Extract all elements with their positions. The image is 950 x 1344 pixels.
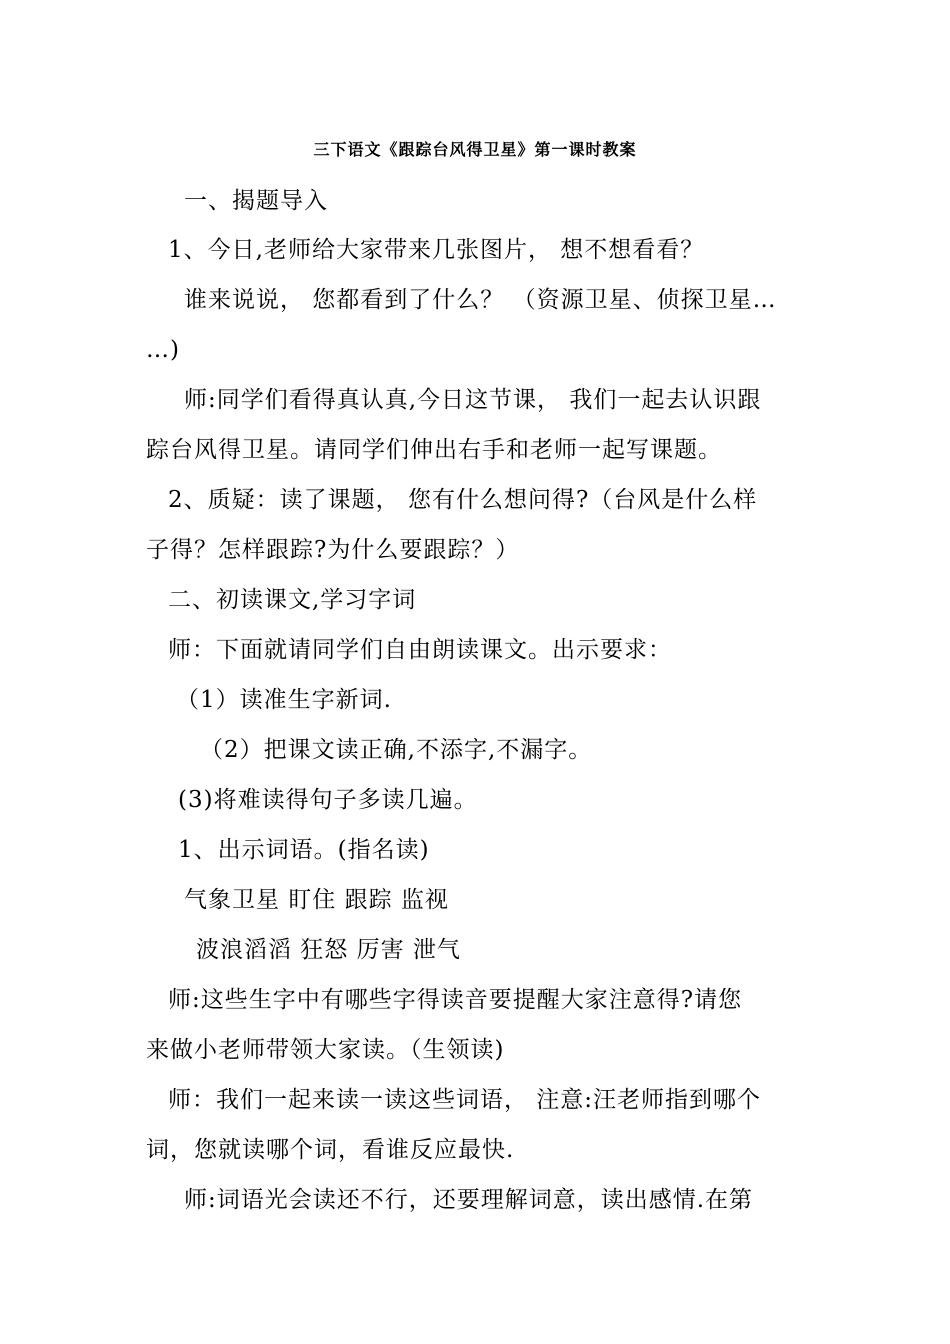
- vocabulary-line: 波浪滔滔 狂怒 厉害 泄气: [196, 937, 461, 963]
- paragraph-line: 师:这些生字中有哪些字得读音要提醒大家注意得?请您: [168, 987, 743, 1013]
- paragraph-line: 师:同学们看得真认真,今日这节课， 我们一起去认识跟: [184, 387, 762, 413]
- paragraph-line: 2、质疑：读了课题， 您有什么想问得?（台风是什么样: [168, 487, 758, 513]
- paragraph-line: …): [146, 337, 180, 363]
- requirement-item: （1）读准生字新词.: [176, 687, 392, 713]
- paragraph-line: 师：下面就请同学们自由朗读课文。出示要求：: [168, 637, 672, 663]
- paragraph-line: 1、出示词语。(指名读): [178, 837, 430, 863]
- document-title: 三下语文《跟踪台风得卫星》第一课时教案: [313, 140, 637, 159]
- requirement-item: （2）把课文读正确,不添字,不漏字。: [200, 737, 593, 763]
- requirement-item: (3)将难读得句子多读几遍。: [178, 787, 478, 813]
- paragraph-line: 踪台风得卫星。请同学们伸出右手和老师一起写课题。: [146, 437, 722, 463]
- paragraph-line: 来做小老师带领大家读。（生领读): [146, 1037, 505, 1063]
- paragraph-line: 师：我们一起来读一读这些词语， 注意:汪老师指到哪个: [168, 1087, 762, 1113]
- paragraph-line: 1、今日,老师给大家带来几张图片， 想不想看看？: [168, 237, 705, 263]
- paragraph-line: 词，您就读哪个词，看谁反应最快.: [146, 1137, 515, 1163]
- paragraph-line: 子得？怎样跟踪?为什么要跟踪？）: [146, 537, 520, 563]
- paragraph-line: 谁来说说， 您都看到了什么？ （资源卫星、侦探卫星…: [184, 287, 777, 313]
- paragraph-line: 师:词语光会读还不行，还要理解词意，读出感情.在第: [184, 1187, 754, 1213]
- heading-intro: 一、揭题导入: [184, 188, 328, 214]
- vocabulary-line: 气象卫星 盯住 跟踪 监视: [184, 887, 449, 913]
- heading-reading: 二、初读课文,学习字词: [168, 587, 417, 613]
